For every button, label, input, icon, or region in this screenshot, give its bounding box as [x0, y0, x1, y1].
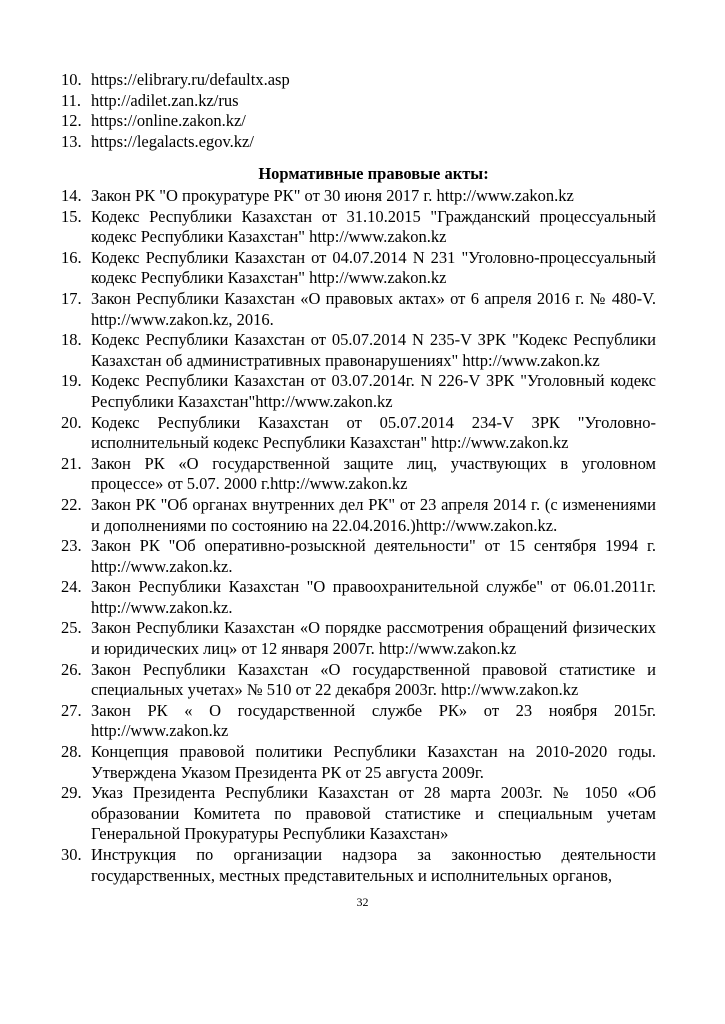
item-text: https://elibrary.ru/defaultx.asp: [91, 70, 290, 89]
item-text: Закон РК « О государственной службе РК» от 23 ноября 2015г. http://www.zakon.kz: [91, 700, 656, 741]
page-number: 32: [356, 895, 369, 909]
item-text: Закон Республики Казахстан "О правоохранительной службе" от 06.01.2011г. http://www.zakon.kz.: [91, 577, 656, 617]
list-item: [61, 186, 656, 207]
item-text: http://adilet.zan.kz/rus: [91, 90, 239, 110]
list-item: [61, 330, 656, 371]
list-item: [61, 494, 656, 536]
item-number: 18.: [61, 330, 82, 350]
list-item: [61, 131, 656, 153]
item-number: 21.: [61, 453, 82, 473]
item-text: https://online.zakon.kz/: [91, 111, 246, 131]
item-text: Закон Республики Казахстан «О правовых актах» от 6 апреля 2016 г. № 480-V. http://www.zakon.kz, 2016.: [91, 288, 656, 329]
item-number: 16.: [61, 247, 82, 267]
list-item: [61, 453, 656, 495]
item-number: 28.: [61, 742, 82, 762]
item-number: 30.: [61, 845, 82, 864]
item-text: Закон РК «О государственной защите лиц, участвующих в уголовном процессе» от 5.07. 2000 г.http://www.zakon.kz: [91, 453, 656, 494]
list-item: [61, 111, 656, 132]
item-number: 25.: [61, 618, 82, 638]
item-number: 26.: [61, 659, 82, 679]
list-item: [61, 783, 656, 845]
list-item: [61, 288, 656, 330]
item-text: Концепция правовой политики Республики Казахстан на 2010-2020 годы. Утверждена Указом Президента РК от 25 августа 2009г.: [91, 742, 656, 782]
item-text: Кодекс Республики Казахстан от 03.07.2014г. N 226-V ЗРК "Уголовный кодекс Республики Казахстан"http://www.zakon.kz: [91, 371, 656, 411]
item-text: Закон РК "О прокуратуре РК" от 30 июня 2017 г. http://www.zakon.kz: [91, 186, 574, 205]
item-text: Инструкция по организации надзора за законностью деятельности государственных, местных представительных и исполнительных органов,: [91, 845, 656, 885]
item-number: 15.: [61, 206, 82, 226]
item-number: 12.: [61, 111, 82, 131]
list-item: [61, 70, 656, 91]
item-number: 17.: [61, 288, 82, 308]
item-number: 19.: [61, 371, 82, 391]
item-number: 23.: [61, 536, 82, 556]
item-text: Закон Республики Казахстан «О порядке рассмотрения обращений физических и юридических лиц» от 12 января 2007г. http://www.zakon.kz: [91, 618, 656, 659]
list-item: [61, 659, 656, 701]
websites-list: [61, 70, 656, 152]
item-number: 20.: [61, 412, 82, 432]
list-item: [61, 618, 656, 659]
list-item: [61, 577, 656, 618]
acts-list: [61, 186, 656, 886]
list-item: [61, 845, 656, 886]
list-item: [61, 412, 656, 454]
list-item: [61, 206, 656, 248]
item-text: Закон Республики Казахстан «О государственной правовой статистике и специальных учетах» № 510 от 22 декабря 2003г. http://www.zakon.kz: [91, 659, 656, 700]
item-text: Кодекс Республики Казахстан от 31.10.2015 "Гражданский процессуальный кодекс Республики Казахстан" http://www.zakon.kz: [91, 206, 656, 247]
item-text: https://legalacts.egov.kz/: [91, 131, 254, 151]
item-number: 14.: [61, 186, 82, 205]
list-item: [61, 742, 656, 783]
item-text: Закон РК "Об оперативно-розыскной деятельности" от 15 сентября 1994 г. http://www.zakon.kz.: [91, 536, 656, 576]
list-item: [61, 247, 656, 289]
item-number: 11.: [61, 90, 82, 110]
item-number: 24.: [61, 577, 82, 597]
item-number: 27.: [61, 700, 82, 720]
item-text: Закон РК "Об органах внутренних дел РК" от 23 апреля 2014 г. (с изменениями и дополнениями по состоянию на 22.04.2016.)http://www.zakon.kz.: [91, 494, 656, 535]
list-item: [61, 536, 656, 577]
item-text: Кодекс Республики Казахстан от 05.07.2014 N 235-V ЗРК "Кодекс Республики Казахстан об административных правонарушениях" http://www.zakon.kz: [91, 330, 656, 370]
section-heading: Нормативные правовые акты:: [258, 164, 489, 183]
list-item: [61, 90, 656, 112]
list-item: [61, 371, 656, 412]
item-number: 10.: [61, 70, 82, 89]
list-item: [61, 700, 656, 742]
item-text: Указ Президента Республики Казахстан от 28 марта 2003г. № 1050 «Об образовании Комитета по правовой статистике и специальным учетам Генеральной Прокуратуры Республики Казахстан»: [91, 783, 656, 844]
item-text: Кодекс Республики Казахстан от 05.07.2014 234-V ЗРК "Уголовно-исполнительный кодекс Республики Казахстан" http://www.zakon.kz: [91, 412, 656, 453]
item-number: 13.: [61, 131, 82, 151]
item-number: 29.: [61, 783, 82, 803]
item-text: Кодекс Республики Казахстан от 04.07.2014 N 231 "Уголовно-процессуальный кодекс Республики Казахстан" http://www.zakon.kz: [91, 247, 656, 288]
item-number: 22.: [61, 494, 82, 514]
